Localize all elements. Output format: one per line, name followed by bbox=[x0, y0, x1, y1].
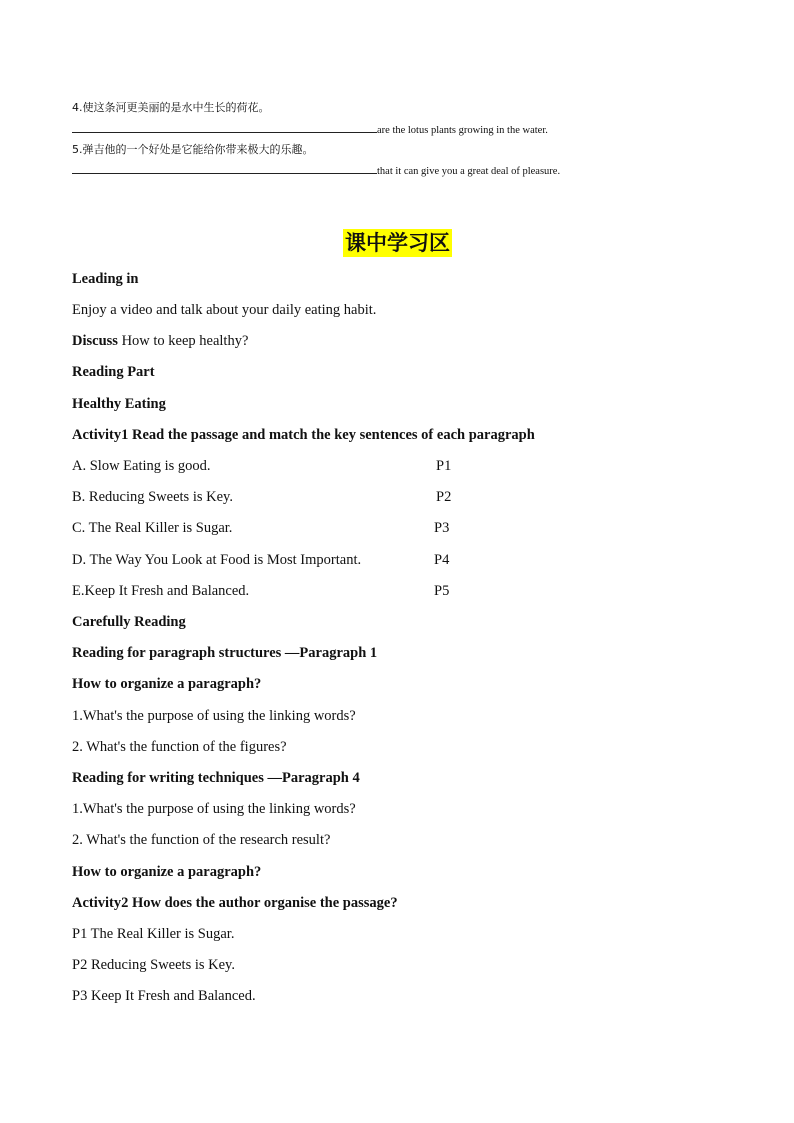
structures-p1-heading: Reading for paragraph structures —Paragraph 1 bbox=[72, 645, 378, 661]
question-linking-words-1: 1.What's the purpose of using the linking words? bbox=[72, 708, 356, 724]
match-paragraph-p3: P3 bbox=[434, 520, 450, 536]
answer-blank[interactable] bbox=[72, 121, 377, 133]
question-linking-words-2: 1.What's the purpose of using the linking words? bbox=[72, 801, 356, 817]
carefully-reading-heading: Carefully Reading bbox=[72, 614, 186, 630]
match-item-d: D. The Way You Look at Food is Most Important. bbox=[72, 552, 362, 568]
techniques-p4-heading: Reading for writing techniques —Paragraph 4 bbox=[72, 770, 360, 786]
match-paragraph-p1: P1 bbox=[436, 458, 452, 474]
answer-blank[interactable] bbox=[72, 162, 377, 174]
activity2-heading: Activity2 How does the author organise the passage? bbox=[72, 895, 398, 911]
match-item-a: A. Slow Eating is good. bbox=[72, 458, 211, 474]
enjoy-text: Enjoy a video and talk about your daily eating habit. bbox=[72, 302, 377, 318]
reading-part-heading: Reading Part bbox=[72, 364, 155, 380]
match-paragraph-p4: P4 bbox=[434, 552, 450, 568]
order-item-p3: P3 Keep It Fresh and Balanced. bbox=[72, 988, 256, 1004]
match-item-c: C. The Real Killer is Sugar. bbox=[72, 520, 233, 536]
order-item-p2: P2 Reducing Sweets is Key. bbox=[72, 957, 235, 973]
question-figures: 2. What's the function of the figures? bbox=[72, 739, 287, 755]
how-organize-heading-1: How to organize a paragraph? bbox=[72, 676, 262, 692]
exercise-q4-line bbox=[72, 121, 548, 136]
discuss-text: How to keep healthy? bbox=[117, 333, 249, 349]
activity1-heading: Activity1 Read the passage and match the key sentences of each paragraph bbox=[72, 427, 535, 443]
healthy-eating-heading: Healthy Eating bbox=[72, 396, 166, 412]
exercise-q5-line bbox=[72, 162, 560, 177]
question-research-result: 2. What's the function of the research result? bbox=[72, 832, 331, 848]
exercise-q5-chinese: 5.弹吉他的一个好处是它能给你带来极大的乐趣。 bbox=[72, 143, 314, 156]
exercise-q4-english: are the lotus plants growing in the water. bbox=[377, 125, 548, 136]
match-paragraph-p5: P5 bbox=[434, 583, 450, 599]
discuss-line bbox=[72, 332, 248, 350]
how-organize-heading-2: How to organize a paragraph? bbox=[72, 864, 262, 880]
match-item-b: B. Reducing Sweets is Key. bbox=[72, 489, 233, 505]
order-item-p1: P1 The Real Killer is Sugar. bbox=[72, 926, 235, 942]
match-item-e: E.Keep It Fresh and Balanced. bbox=[72, 583, 250, 599]
leading-in-heading: Leading in bbox=[72, 271, 139, 287]
section-heading: 课中学习区 bbox=[345, 231, 450, 255]
exercise-q4-chinese: 4.使这条河更美丽的是水中生长的荷花。 bbox=[72, 101, 270, 114]
exercise-q5-english: that it can give you a great deal of pleasure. bbox=[377, 166, 561, 177]
match-paragraph-p2: P2 bbox=[436, 489, 452, 505]
discuss-label: Discuss bbox=[72, 333, 118, 349]
